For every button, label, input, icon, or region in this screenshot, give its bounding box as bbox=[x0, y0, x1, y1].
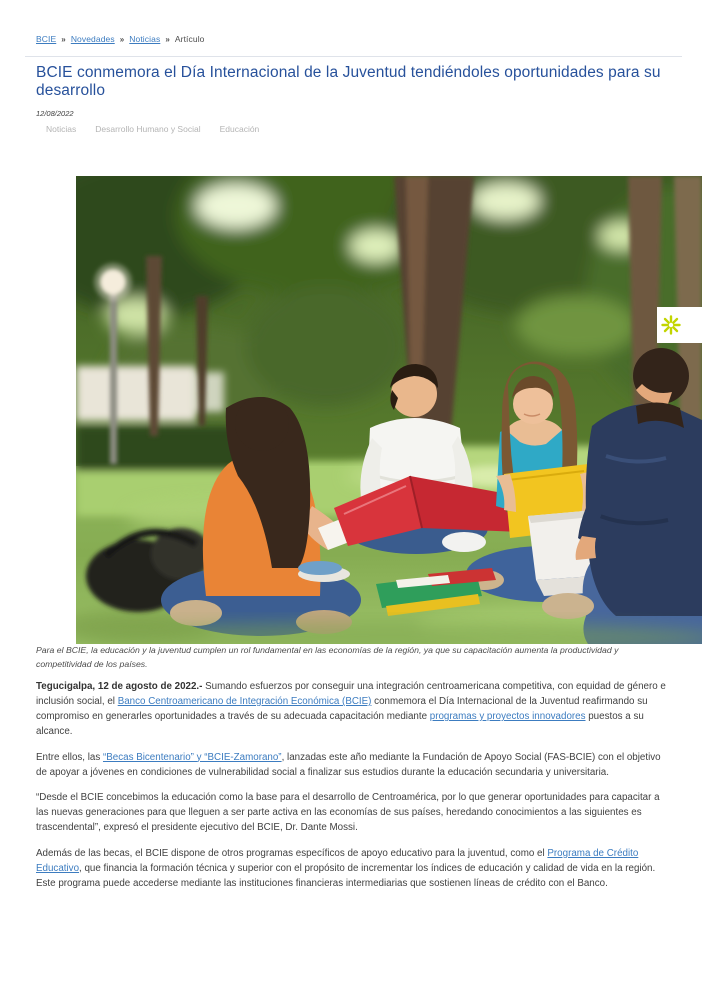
header-divider bbox=[25, 56, 682, 57]
paragraph-text: Entre ellos, las bbox=[36, 751, 103, 763]
paragraph-text: , lanzadas este año mediante la Fundación de Apoyo Social (FAS-BCIE) con el objetivo de apoyar a jóvenes en condiciones de vulnerabilidad social a finalizar sus estudios durante la educación secundaria y universitaria. bbox=[36, 751, 661, 778]
accessibility-widget-button[interactable] bbox=[657, 307, 707, 343]
article-paragraph bbox=[36, 679, 670, 739]
inline-text-link[interactable]: Banco Centroamericano de Integración Económica (BCIE) bbox=[117, 696, 372, 707]
article-paragraph bbox=[36, 750, 670, 780]
article-tag[interactable]: Noticias bbox=[46, 124, 77, 134]
paragraph-text: , que financia la formación técnica y superior con el propósito de incrementar los índices de educación y calidad de vida en la región. Este programa puede accederse mediante las instituciones financieras intermediarias que sostienen líneas de crédito con el Banco. bbox=[36, 862, 656, 889]
photo-caption: Para el BCIE, la educación y la juventud cumplen un rol fundamental en las economías de la región, ya que su capacitación aumenta la productividad y competitividad de los países. bbox=[36, 645, 619, 669]
paragraph-text: conmemora el Día Internacional de la Juventud reafirmando su compromiso en generarles oportunidades a través de su adecuada capacitación mediante bbox=[36, 696, 648, 722]
inline-text-link[interactable]: Programa de Crédito Educativo bbox=[36, 847, 639, 874]
breadcrumb-separator: » bbox=[165, 35, 170, 44]
paragraph-lead-bold: Tegucigalpa, 12 de agosto de 2022.- bbox=[36, 681, 203, 692]
article-date: 12/08/2022 bbox=[36, 109, 74, 118]
inline-text-link[interactable]: “Becas Bicentenario” y “BCIE-Zamorano” bbox=[102, 751, 282, 763]
breadcrumb-separator: » bbox=[61, 35, 66, 44]
article-paragraph bbox=[36, 846, 670, 891]
asterisk-icon bbox=[660, 314, 682, 336]
inline-text-link[interactable]: programas y proyectos innovadores bbox=[429, 711, 586, 722]
article-paragraph bbox=[36, 790, 670, 835]
breadcrumb-separator: » bbox=[119, 35, 125, 44]
paragraph-text: Sumando esfuerzos por conseguir una integración centroamericana competitiva, con equidad de género e inclusión social, el bbox=[36, 681, 666, 707]
article-tag[interactable]: Educación bbox=[219, 124, 260, 134]
breadcrumb-item-novedades[interactable]: Novedades bbox=[70, 34, 115, 44]
paragraph-text: puestos a su alcance. bbox=[36, 711, 644, 737]
paragraph-text: Además de las becas, el BCIE dispone de otros programas específicos de apoyo educativo para la juventud, como el bbox=[36, 847, 548, 859]
park-study-scene bbox=[76, 176, 702, 644]
breadcrumb bbox=[36, 34, 205, 44]
paragraph-text: “Desde el BCIE concebimos la educación como la base para el desarrollo de Centroamérica, por lo que generar oportunidades para capacitar a las nuevas generaciones para que lleguen a ser parte activa en las economías de sus países, heredando conocimientos a las siguientes es trascendental”, expresó el presidente ejecutivo del BCIE, Dr. Dante Mossi. bbox=[36, 792, 660, 833]
article-tag[interactable]: Desarrollo Humano y Social bbox=[95, 124, 201, 134]
article-tags bbox=[46, 124, 259, 134]
breadcrumb-item-bcie[interactable]: BCIE bbox=[36, 34, 57, 44]
article-body bbox=[36, 679, 670, 901]
breadcrumb-item-artículo: Artículo bbox=[174, 34, 205, 44]
breadcrumb-item-noticias[interactable]: Noticias bbox=[129, 34, 161, 44]
page-title: BCIE conmemora el Día Internacional de la Juventud tendiéndoles oportunidades para su desarrollo bbox=[36, 64, 661, 99]
article-photo bbox=[76, 176, 702, 644]
